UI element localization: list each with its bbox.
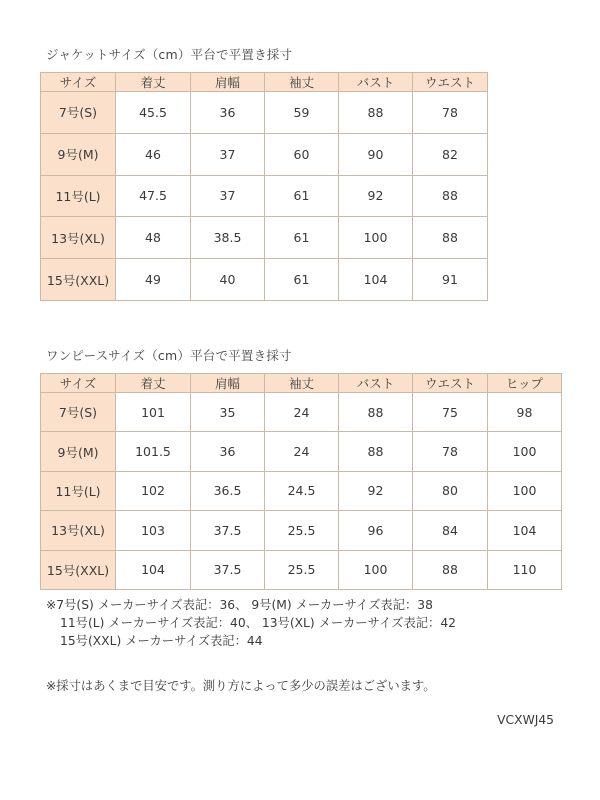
table-cell: 102 [116, 471, 191, 510]
table-cell: 88 [339, 432, 413, 471]
table-cell: 80 [413, 471, 488, 510]
table-cell: 40 [191, 259, 265, 301]
table-cell: 92 [339, 175, 413, 217]
note-line: ※7号(S) メーカーサイズ表記：36、 9号(M) メーカーサイズ表記：38 [46, 598, 433, 612]
dress-size-table [40, 373, 562, 590]
table-cell: 47.5 [116, 175, 191, 217]
table-cell: 38.5 [191, 217, 265, 259]
table-cell: 88 [413, 175, 488, 217]
table-row [41, 175, 488, 217]
size-notes [46, 596, 456, 650]
jacket-size-caption: ジャケットサイズ（cm）平台で平置き採寸 [46, 47, 293, 62]
column-header: バスト [339, 374, 413, 393]
table-row [41, 133, 488, 175]
measurement-disclaimer: ※採寸はあくまで目安です。測り方によって多少の誤差はございます。 [46, 679, 436, 693]
note-line: 11号(L) メーカーサイズ表記：40、 13号(XL) メーカーサイズ表記：42 [60, 616, 457, 630]
table-cell: 45.5 [116, 92, 191, 134]
table-cell: 88 [413, 217, 488, 259]
table-row [41, 471, 562, 510]
table-cell: 36 [191, 92, 265, 134]
size-label-cell: 15号(XXL) [41, 550, 116, 589]
column-header: 袖丈 [265, 73, 339, 92]
size-label-cell: 7号(S) [41, 92, 116, 134]
table-cell: 46 [116, 133, 191, 175]
table-cell: 103 [116, 511, 191, 550]
column-header: 肩幅 [191, 73, 265, 92]
table-row [41, 550, 562, 589]
table-cell: 104 [116, 550, 191, 589]
size-label-cell: 15号(XXL) [41, 259, 116, 301]
table-row [41, 393, 562, 432]
table-header-row [41, 374, 562, 393]
table-cell: 104 [488, 511, 562, 550]
size-label-cell: 9号(M) [41, 432, 116, 471]
column-header: サイズ [41, 374, 116, 393]
table-cell: 61 [265, 217, 339, 259]
table-cell: 61 [265, 175, 339, 217]
table-cell: 78 [413, 432, 488, 471]
table-row [41, 511, 562, 550]
table-cell: 100 [339, 217, 413, 259]
table-cell: 91 [413, 259, 488, 301]
table-cell: 37 [191, 175, 265, 217]
table-header-row [41, 73, 488, 92]
table-cell: 24.5 [265, 471, 339, 510]
table-cell: 49 [116, 259, 191, 301]
size-label-cell: 13号(XL) [41, 217, 116, 259]
table-cell: 37.5 [191, 511, 265, 550]
size-label-cell: 11号(L) [41, 471, 116, 510]
table-cell: 101.5 [116, 432, 191, 471]
dress-size-caption: ワンピースサイズ（cm）平台で平置き採寸 [46, 348, 292, 363]
table-cell: 60 [265, 133, 339, 175]
table-row [41, 217, 488, 259]
column-header: ヒップ [488, 374, 562, 393]
table-cell: 92 [339, 471, 413, 510]
size-label-cell: 11号(L) [41, 175, 116, 217]
column-header: 袖丈 [265, 374, 339, 393]
table-row [41, 259, 488, 301]
table-cell: 82 [413, 133, 488, 175]
column-header: ウエスト [413, 73, 488, 92]
size-label-cell: 13号(XL) [41, 511, 116, 550]
table-cell: 48 [116, 217, 191, 259]
table-cell: 96 [339, 511, 413, 550]
table-cell: 75 [413, 393, 488, 432]
table-row [41, 432, 562, 471]
note-line: 15号(XXL) メーカーサイズ表記：44 [60, 634, 263, 648]
table-cell: 59 [265, 92, 339, 134]
table-cell: 25.5 [265, 550, 339, 589]
table-cell: 101 [116, 393, 191, 432]
column-header: 着丈 [116, 73, 191, 92]
table-cell: 88 [413, 550, 488, 589]
table-cell: 37.5 [191, 550, 265, 589]
size-label-cell: 9号(M) [41, 133, 116, 175]
column-header: 肩幅 [191, 374, 265, 393]
table-cell: 100 [488, 471, 562, 510]
column-header: 着丈 [116, 374, 191, 393]
column-header: ウエスト [413, 374, 488, 393]
table-row [41, 92, 488, 134]
table-cell: 88 [339, 92, 413, 134]
table-cell: 36.5 [191, 471, 265, 510]
column-header: サイズ [41, 73, 116, 92]
table-cell: 104 [339, 259, 413, 301]
column-header: バスト [339, 73, 413, 92]
product-code: VCXWJ45 [497, 713, 554, 727]
table-cell: 24 [265, 432, 339, 471]
table-cell: 78 [413, 92, 488, 134]
table-cell: 100 [339, 550, 413, 589]
table-cell: 100 [488, 432, 562, 471]
table-cell: 25.5 [265, 511, 339, 550]
table-cell: 110 [488, 550, 562, 589]
table-cell: 24 [265, 393, 339, 432]
table-cell: 36 [191, 432, 265, 471]
table-cell: 90 [339, 133, 413, 175]
table-cell: 84 [413, 511, 488, 550]
table-cell: 98 [488, 393, 562, 432]
size-label-cell: 7号(S) [41, 393, 116, 432]
table-cell: 88 [339, 393, 413, 432]
table-cell: 35 [191, 393, 265, 432]
table-cell: 37 [191, 133, 265, 175]
jacket-size-table [40, 72, 488, 301]
table-cell: 61 [265, 259, 339, 301]
